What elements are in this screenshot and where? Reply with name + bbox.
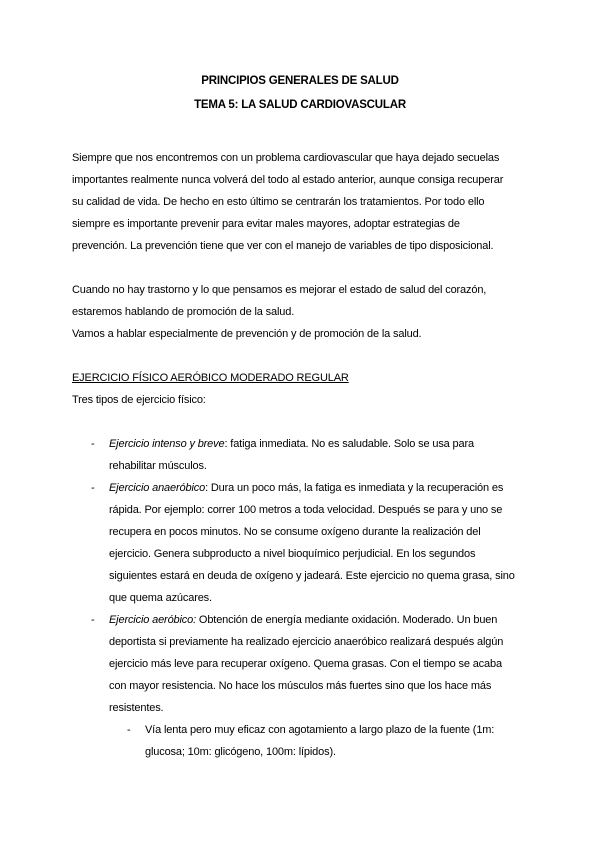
bullet-item-aerobic [109, 614, 497, 626]
bullet-term: Ejercicio anaeróbico [109, 482, 206, 494]
intro-line: siempre es importante prevenir para evitar males mayores, adoptar estrategias de [72, 218, 460, 230]
bullet-text: : Dura un poco más, la fatiga es inmediata y la recuperación es [205, 482, 504, 494]
bullet-continuation: ejercicio más leve para recuperar oxígeno. Quema grasas. Con el tiempo se acaba [109, 658, 502, 670]
bullet-continuation: siguientes estará en deuda de oxígeno y jadeará. Este ejercicio no quema grasa, sino [109, 570, 515, 582]
bullet-dash: - [91, 438, 95, 450]
section-subheading: Tres tipos de ejercicio físico: [72, 394, 206, 406]
sub-bullet-dash: - [127, 724, 131, 736]
promo-line: Cuando no hay trastorno y lo que pensamos es mejorar el estado de salud del corazón, [72, 284, 487, 296]
bullet-item-intense [109, 438, 474, 450]
bullet-dash: - [91, 614, 95, 626]
bullet-dash: - [91, 482, 95, 494]
bullet-text: : fatiga inmediata. No es saludable. Solo se usa para [224, 438, 474, 450]
promo-line: Vamos a hablar especialmente de prevención y de promoción de la salud. [72, 328, 422, 340]
intro-line: prevención. La prevención tiene que ver con el manejo de variables de tipo disposicional. [72, 240, 494, 252]
intro-line: Siempre que nos encontremos con un problema cardiovascular que haya dejado secuelas [72, 152, 500, 164]
section-heading: EJERCICIO FÍSICO AERÓBICO MODERADO REGULAR [72, 372, 349, 384]
bullet-item-anaerobic [109, 482, 503, 494]
bullet-continuation: ejercicio. Genera subproducto a nivel bioquímico perjudicial. En los segundos [109, 548, 476, 560]
bullet-continuation: que quema azúcares. [109, 592, 212, 604]
bullet-continuation: rápida. Por ejemplo: correr 100 metros a toda velocidad. Después se para y uno se [109, 504, 503, 516]
bullet-continuation: deportista si previamente ha realizado ejercicio anaeróbico realizará después algún [109, 636, 504, 648]
bullet-text: Obtención de energía mediante oxidación. Moderado. Un buen [196, 614, 498, 626]
sub-bullet-item: Vía lenta pero muy eficaz con agotamiento a largo plazo de la fuente (1m: [145, 724, 495, 736]
bullet-term: Ejercicio intenso y breve [109, 438, 225, 450]
topic-title: TEMA 5: LA SALUD CARDIOVASCULAR [194, 99, 406, 111]
sub-bullet-continuation: glucosa; 10m: glicógeno, 100m: lípidos). [145, 746, 336, 758]
document-title: PRINCIPIOS GENERALES DE SALUD [201, 75, 399, 87]
bullet-continuation: resistentes. [109, 702, 164, 714]
promo-line: estaremos hablando de promoción de la salud. [72, 306, 295, 318]
intro-line: importantes realmente nunca volverá del todo al estado anterior, aunque consiga recuperar [72, 174, 504, 186]
bullet-term: Ejercicio aeróbico: [109, 614, 197, 626]
intro-line: su calidad de vida. De hecho en esto último se centrarán los tratamientos. Por todo ello [72, 196, 485, 208]
bullet-continuation: recupera en pocos minutos. No se consume oxígeno durante la realización del [109, 526, 481, 538]
bullet-continuation: rehabilitar músculos. [109, 460, 207, 472]
bullet-continuation: con mayor resistencia. No hace los músculos más fuertes sino que los hace más [109, 680, 492, 692]
